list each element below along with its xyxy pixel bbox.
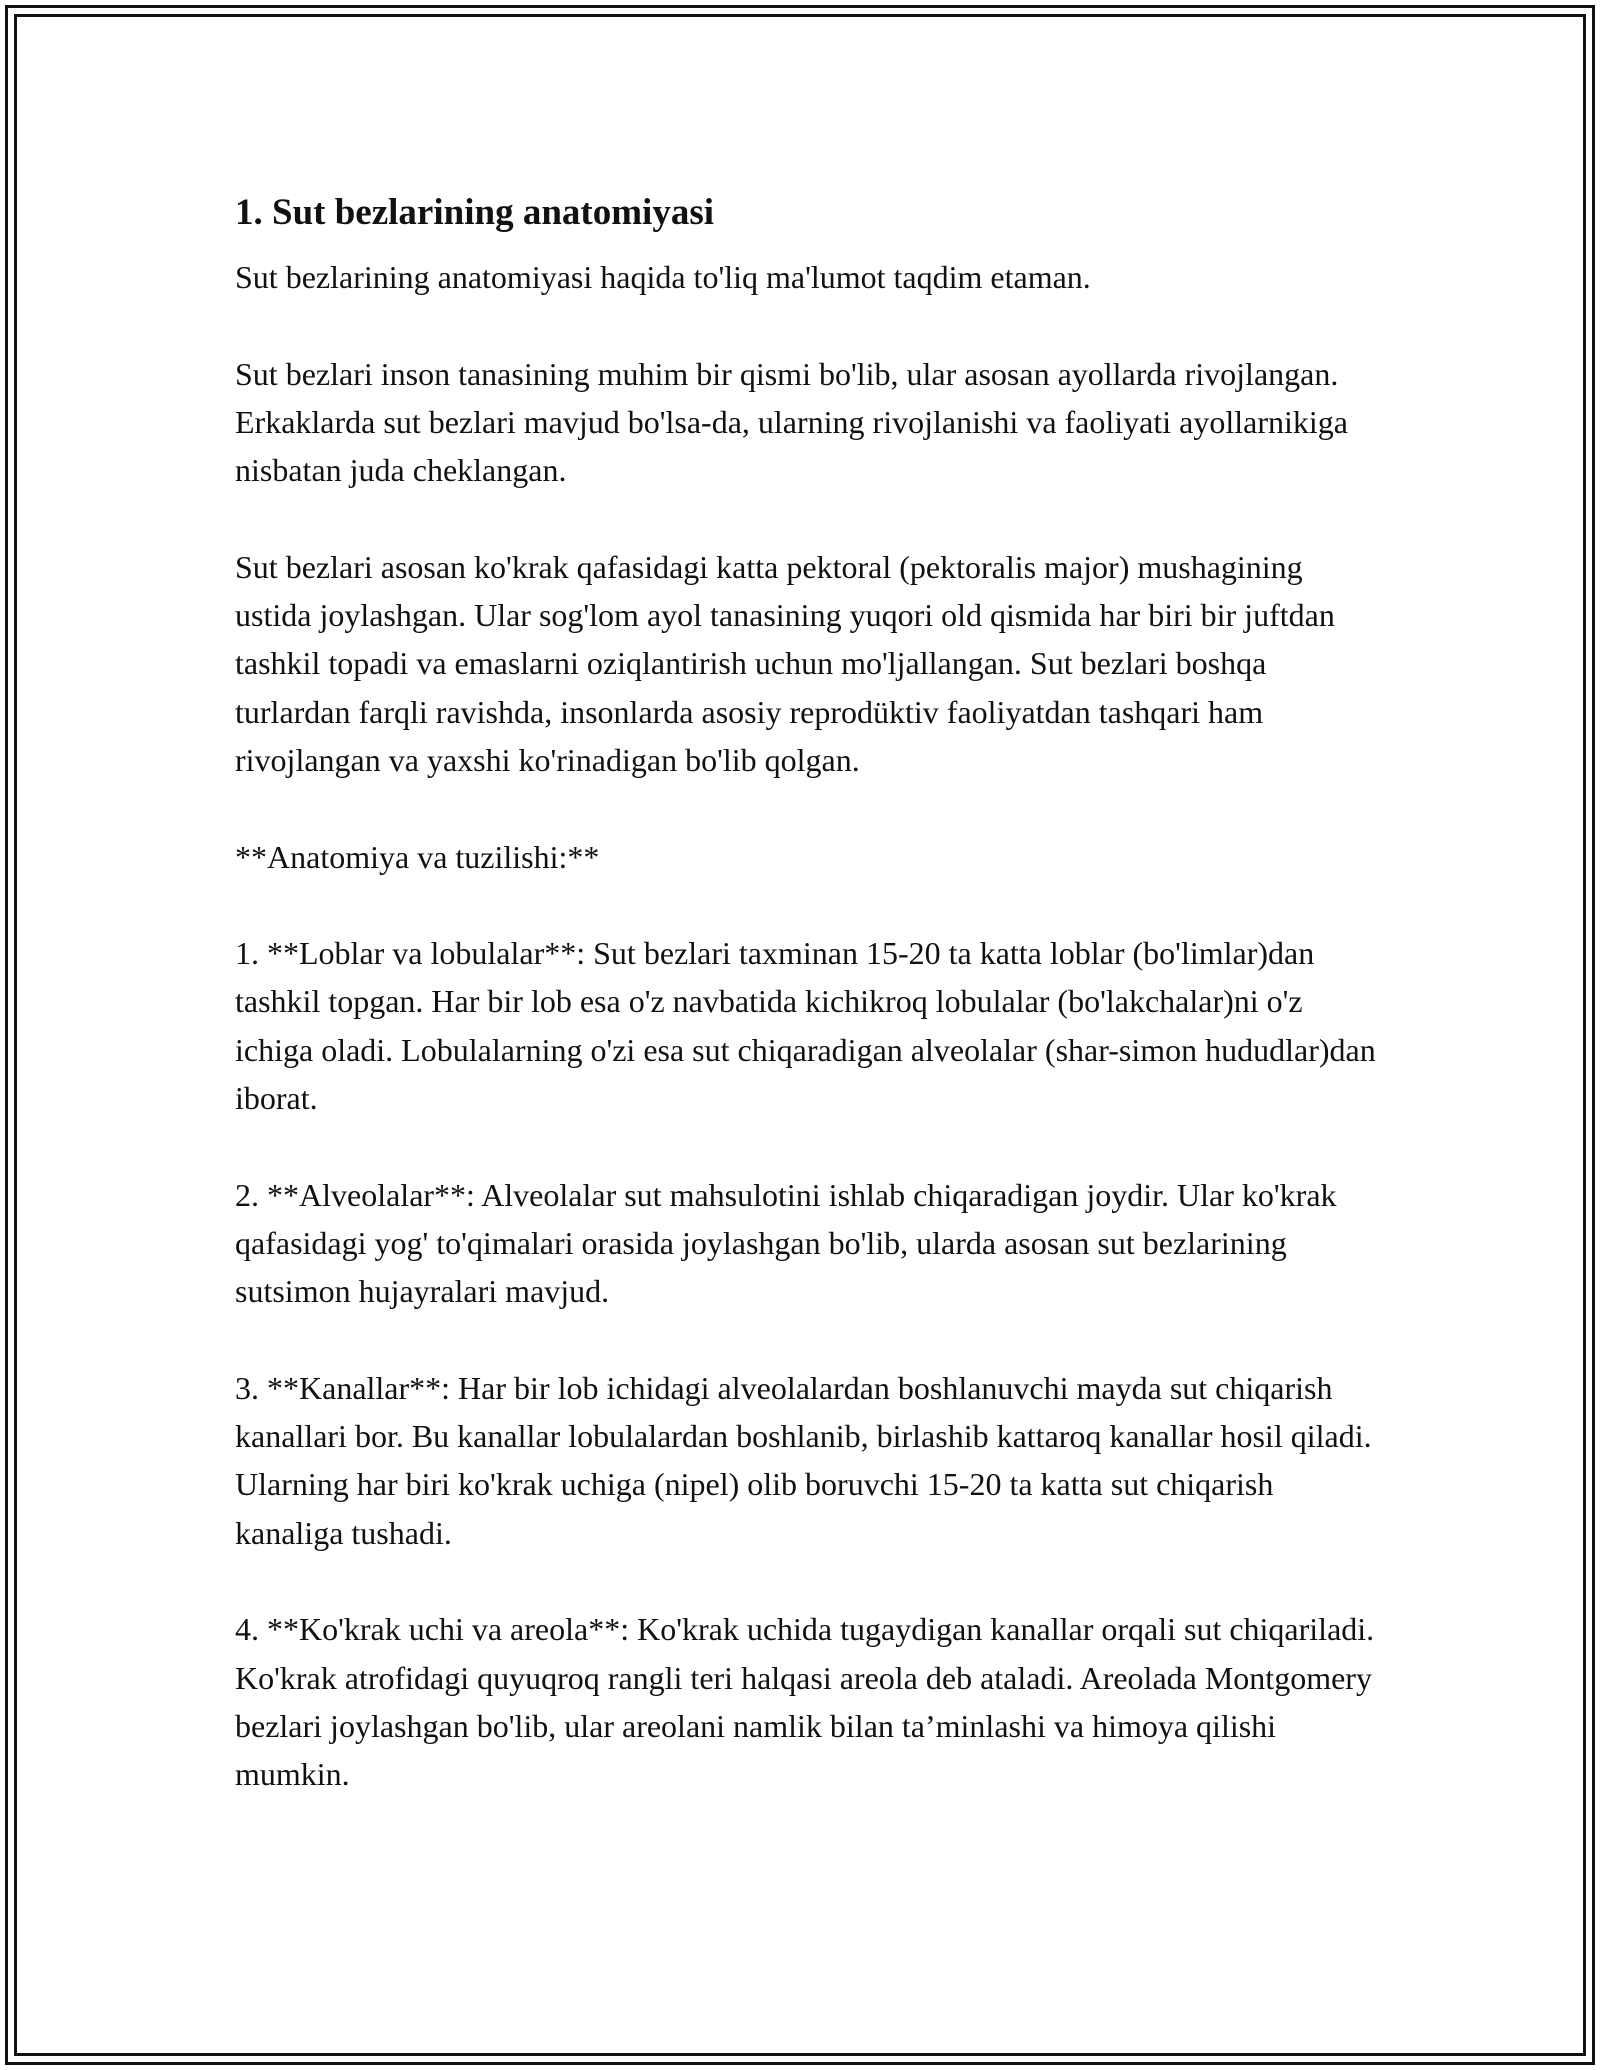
list-item-nipple-areola: 4. **Ko'krak uchi va areola**: Ko'krak uchida tugaydigan kanallar orqali sut chiqariladi. Ko'krak atrofidagi quyuqroq rangli teri halqasi areola deb ataladi. Areolada Montgomery bezlari joylashgan bo'lib, ular areolani namlik bilan ta’minlashi va himoya qilishi mumkin. xyxy=(235,1611,1375,1793)
list-item-lobes: 1. **Loblar va lobulalar**: Sut bezlari taxminan 15-20 ta katta loblar (bo'limlar)dan tashkil topgan. Har bir lob esa o'z navbatida kichikroq lobulalar (bo'lakchalar)ni o'z ichiga oladi. Lobulalarning o'zi esa sut chiqaradigan alveolalar (shar-simon hududlar)dan iborat. xyxy=(235,935,1376,1117)
paragraph-location: Sut bezlari asosan ko'krak qafasidagi katta pektoral (pektoralis major) mushagining ustida joylashgan. Ular sog'lom ayol tanasining yuqori old qismida har biri bir juftdan tashkil topadi va emaslarni oziqlantirish uchun mo'ljallangan. Sut bezlari boshqa turlardan farqli ravishda, insonlarda asosiy reprodüktiv faoliyatdan tashqari ham rivojlangan va yaxshi ko'rinadigan bo'lib qolgan. xyxy=(235,548,1335,778)
list-item-alveoli: 2. **Alveolalar**: Alveolalar sut mahsulotini ishlab chiqaradigan joydir. Ular ko'krak qafasidagi yog' to'qimalari orasida joylashgan bo'lib, ularda asosan sut bezlarining sutsimon hujayralari mavjud. xyxy=(235,1176,1337,1310)
list-item-ducts: 3. **Kanallar**: Har bir lob ichidagi alveolalardan boshlanuvchi mayda sut chiqarish kanallari bor. Bu kanallar lobulalardan boshlanib, birlashib kattaroq kanallar hosil qiladi. Ularning har biri ko'krak uchiga (nipel) olib boruvchi 15-20 ta katta sut chiqarish kanaliga tushadi. xyxy=(235,1369,1372,1551)
document-body xyxy=(235,185,1385,1799)
paragraph-subheading: **Anatomiya va tuzilishi:** xyxy=(235,838,600,875)
paragraph-overview: Sut bezlari inson tanasining muhim bir qismi bo'lib, ular asosan ayollarda rivojlangan. Erkaklarda sut bezlari mavjud bo'lsa-da, ularning rivojlanishi va faoliyati ayollarnikiga nisbatan juda cheklangan. xyxy=(235,355,1348,489)
section-heading: 1. Sut bezlarining anatomiyasi xyxy=(235,192,714,233)
paragraph-intro: Sut bezlarining anatomiyasi haqida to'liq ma'lumot taqdim etaman. xyxy=(235,259,1091,295)
